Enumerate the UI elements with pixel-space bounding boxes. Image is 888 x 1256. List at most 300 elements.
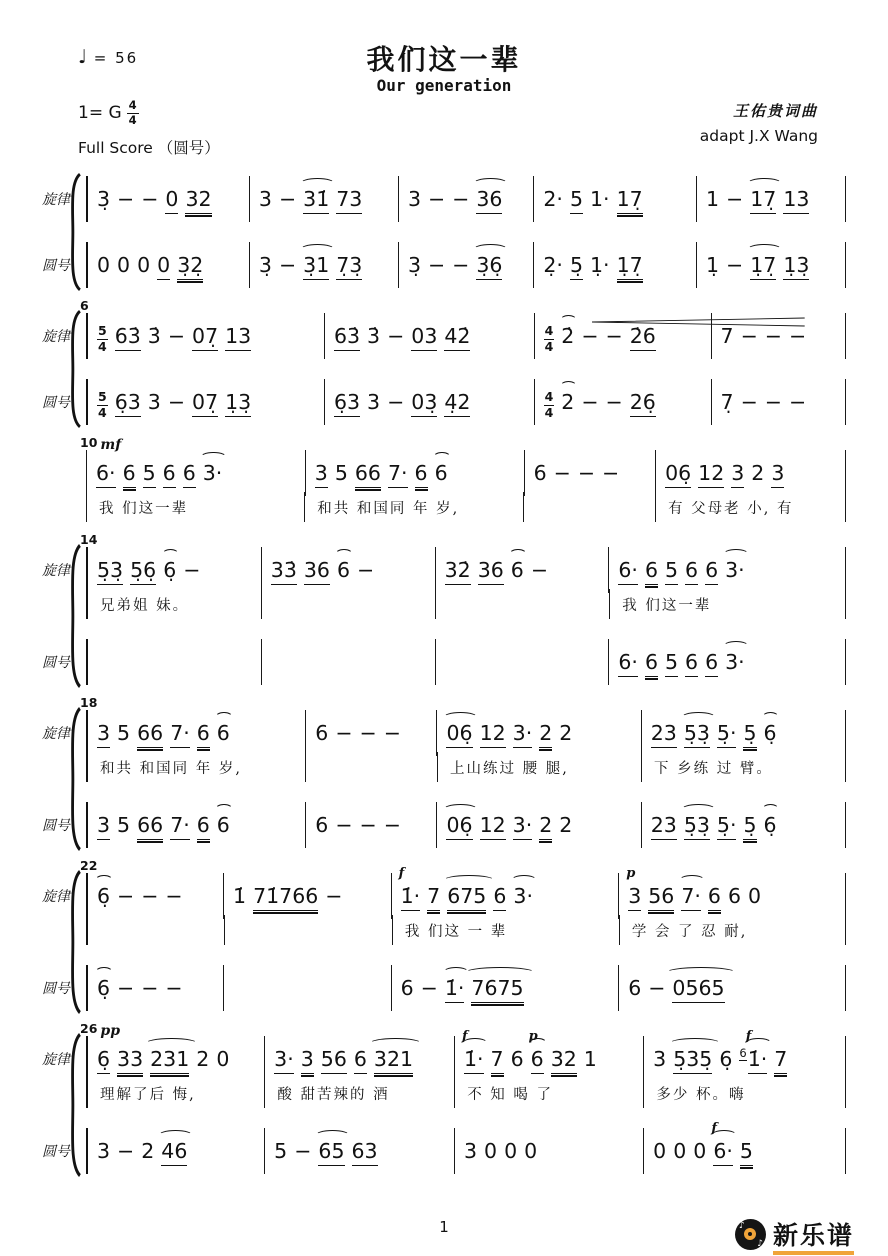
note-token: 6 [336, 558, 351, 582]
note-token: − [577, 461, 596, 485]
note-token: 7̣ [720, 390, 734, 414]
measure [325, 379, 535, 425]
measure [250, 176, 399, 222]
lyric-text: 有 父母老 小, 有 [668, 500, 794, 517]
note-token: 6 [708, 885, 721, 911]
measure [619, 965, 846, 1011]
note-token: 5 [143, 462, 156, 488]
note-token: 5̣· [717, 814, 737, 840]
composer-credit: 王佑贵词曲 [732, 102, 818, 120]
note-token: 17̣ [750, 188, 776, 214]
note-token: 5 [740, 1140, 753, 1166]
note-token: 6 [123, 462, 136, 488]
note-token: 6 [315, 721, 329, 745]
note-token: − [726, 187, 744, 211]
note-token: 3 [771, 462, 784, 488]
note-token: 7· [681, 885, 701, 911]
lyric-cell [620, 915, 846, 945]
measure [712, 379, 846, 425]
note-token: 3̣1 [303, 254, 329, 280]
note-token: 1̇· f [748, 1048, 768, 1074]
time-signature: 4 4 [544, 389, 554, 420]
melody-line [28, 547, 846, 593]
note-token: − [740, 324, 758, 348]
score-system [28, 856, 846, 1011]
note-token: 36 [304, 559, 330, 585]
lyric-cell [436, 589, 610, 619]
system-grid [28, 313, 846, 425]
measure [455, 1128, 644, 1174]
horn-line [28, 802, 846, 848]
note-token: 1̇· f [401, 885, 421, 911]
note-token: 33 [117, 1048, 143, 1074]
measure [656, 450, 846, 496]
note-token: 5̣ [743, 722, 756, 748]
horn-line [28, 965, 846, 1011]
note-token: 23 [651, 722, 677, 748]
measure [86, 242, 250, 288]
note-token: 6· [618, 651, 638, 677]
note-token: 7 [720, 324, 734, 348]
score-system [28, 1019, 846, 1174]
note-token: 7̣3̣ [336, 254, 362, 280]
note-token: 6· [96, 462, 116, 488]
note-token: 0 [524, 1139, 538, 1163]
note-token: 32 [551, 1048, 577, 1074]
note-token: 03̣ [411, 391, 437, 417]
note-token: 6̣ [763, 721, 777, 745]
lyric-cell [86, 589, 262, 619]
note-token: 5 [117, 813, 131, 837]
time-signature: $\frac{4}{4}$ [128, 98, 137, 127]
system-grid [28, 450, 846, 522]
measure [224, 873, 392, 919]
note-token: 675 [447, 885, 486, 911]
measure [325, 313, 535, 359]
note-token: 3 [463, 1139, 478, 1163]
note-token: 36 [478, 559, 504, 585]
lyric-text: 和共 和国同 年 岁, [317, 500, 460, 517]
measure [437, 802, 641, 848]
time-signature: 5 4 [98, 323, 107, 354]
note-token: − [788, 390, 807, 414]
note-token: 321 [374, 1048, 413, 1074]
measure [86, 1128, 265, 1174]
measure [86, 450, 306, 496]
score-system [28, 693, 846, 848]
note-token: 42̇ [444, 325, 470, 351]
note-token: 71̇766 [253, 885, 318, 911]
horn-line [28, 639, 846, 685]
note-token: 6̣ [97, 1048, 110, 1074]
note-token: 3 [97, 722, 110, 748]
note-token: 1̣7̣ [617, 254, 643, 280]
note-token: 6 [628, 976, 642, 1000]
lyric-text: 我 们这 一 辈 [404, 923, 508, 940]
note-token: 1̣3̣ [783, 254, 809, 280]
staff-label: 旋律 [42, 563, 70, 579]
lyrics-line [28, 589, 846, 619]
note-token: − [117, 884, 135, 908]
measure [250, 242, 399, 288]
note-token: − [788, 324, 807, 348]
note-token: 2̣· [543, 253, 563, 277]
measure [455, 1029, 644, 1082]
arranger-credit: adapt J.X Wang [699, 127, 818, 145]
measure-number: 26 [80, 1021, 98, 1036]
note-token: 6̣ [97, 884, 111, 908]
note-token: 6 [739, 1046, 747, 1060]
note-token: 2 [539, 722, 552, 748]
lyric-cell [265, 1078, 455, 1108]
note-token: 6 [510, 1047, 524, 1071]
lyrics-line [28, 752, 846, 782]
note-token: 6 [354, 1048, 367, 1074]
note-token: 6̣ [763, 813, 777, 837]
note-token: 5̣3̣ [97, 559, 123, 585]
note-token: 63̇ [115, 325, 141, 351]
note-token: 3 [407, 187, 421, 211]
note-token: 6̣3 [334, 391, 360, 417]
staff-label: 旋律 [42, 192, 70, 208]
note-token: 6 [685, 651, 698, 677]
note-token: − [141, 187, 159, 211]
measure [86, 379, 325, 425]
note-token: 2· [543, 187, 563, 211]
system-bracket [68, 870, 81, 1014]
note-token: 1̇· f [464, 1048, 484, 1074]
note-token: 6· f [713, 1140, 733, 1166]
note-token: 5̣35̣ [673, 1048, 712, 1074]
note-token: 1̣3̣ [225, 391, 251, 417]
note-token: − [357, 558, 375, 582]
lyric-cell [305, 492, 523, 522]
note-token: 1̣· [590, 253, 610, 277]
tempo-value: = 56 [93, 49, 139, 67]
measure [86, 313, 325, 359]
note-token: 5̣6̣ [130, 559, 156, 585]
note-token: 07̣ [192, 325, 218, 351]
note-token: 6 [216, 813, 230, 837]
measure [392, 965, 620, 1011]
note-token: 2 [196, 1047, 210, 1071]
note-token: 36 [476, 188, 502, 214]
staff-label: 旋律 [42, 1052, 70, 1068]
measure [525, 450, 656, 496]
note-token: − [427, 187, 446, 211]
dynamic-mark: p [626, 866, 636, 881]
note-token: 0 [653, 1139, 667, 1163]
note-token: 66 [137, 722, 163, 748]
note-token: 3 [97, 1139, 111, 1163]
note-token: 7· [388, 462, 408, 488]
note-token: 2 [141, 1139, 155, 1163]
dynamic-mark: p [528, 1029, 538, 1044]
note-token: − [335, 721, 353, 745]
lyric-cell [438, 752, 642, 782]
note-token: 26̣ [630, 391, 656, 417]
lyric-cell [524, 492, 656, 522]
note-token: 06̣ [446, 722, 472, 748]
note-token: 12 [698, 462, 724, 488]
note-token: 1· [590, 187, 610, 211]
note-token: 3· [202, 461, 223, 485]
lyrics-line [28, 915, 846, 945]
note-token: 3 [367, 390, 381, 414]
note-token: − [141, 884, 159, 908]
note-token: 1 [705, 187, 720, 211]
measure-number: 6 [80, 298, 89, 313]
staff-label: 旋律 [42, 329, 70, 345]
note-token: − [726, 253, 744, 277]
credits [700, 100, 818, 145]
lyric-cell [306, 752, 438, 782]
measure [306, 450, 525, 496]
note-token: 6 [493, 885, 506, 911]
note-token: − [420, 976, 438, 1000]
note-token: 2̇6 [630, 325, 656, 351]
note-token: 5̣ [570, 254, 583, 280]
page-subtitle: Our generation [376, 76, 512, 95]
note-token: − [605, 390, 623, 414]
note-token: 12 [480, 814, 506, 840]
system-grid [28, 547, 846, 685]
note-token: 0 [137, 253, 151, 277]
lyric-text: 我 们这一辈 [622, 597, 712, 614]
measure [697, 176, 846, 222]
note-token: 7 [491, 1048, 504, 1074]
note-token: 6 [434, 461, 448, 485]
note-token: 3· [513, 884, 533, 908]
staff-label: 圆号 [42, 818, 70, 834]
staff-label: 圆号 [42, 655, 70, 671]
key-signature [78, 100, 139, 126]
lyric-cell [262, 589, 436, 619]
note-token: 6̣ [163, 558, 177, 582]
note-token: 1̣ [705, 253, 720, 277]
note-token: 03 [411, 325, 437, 351]
page-number: 1 [439, 1218, 449, 1236]
note-token: 1̇ [233, 884, 247, 908]
note-token: − [764, 324, 782, 348]
note-token: 6· [618, 559, 638, 585]
note-token: 0 [673, 1139, 687, 1163]
note-token: − [581, 324, 599, 348]
time-signature: 5 4 [98, 389, 107, 420]
note-token: 4̣2 [444, 391, 470, 417]
note-token: 6 [533, 461, 547, 485]
measure [609, 639, 846, 685]
system-heading [80, 433, 846, 453]
note-token: 6 p [531, 1048, 544, 1074]
melody-line [28, 450, 846, 496]
system-bracket [68, 544, 81, 688]
note-token: 5 [665, 651, 678, 677]
measure [697, 242, 846, 288]
lyric-text: 学 会 了 忍 耐, [631, 923, 748, 940]
note-token: − [602, 461, 620, 485]
staff-label: 旋律 [42, 726, 70, 742]
note-token: 6 [197, 722, 210, 748]
note-token: − [427, 253, 446, 277]
note-token: 56 [321, 1048, 347, 1074]
measure [609, 547, 846, 593]
note-token: − [581, 390, 599, 414]
score-body [0, 176, 888, 1174]
system-heading [80, 693, 846, 710]
note-token: 0565 [672, 977, 724, 1003]
system-bracket [68, 173, 81, 291]
note-token: 5̣ [743, 814, 756, 840]
note-token: 3 [301, 1048, 314, 1074]
staff-label: 圆号 [42, 395, 70, 411]
measure [399, 176, 534, 222]
note-token: 23 [651, 814, 677, 840]
note-token: 32 [185, 188, 211, 214]
note-token: − [648, 976, 666, 1000]
measure [436, 639, 610, 685]
note-token: 6 [645, 559, 658, 585]
note-token: 1̣7̣ [750, 254, 776, 280]
note-token: 5 [334, 461, 348, 485]
measure [262, 639, 436, 685]
staff-label: 圆号 [42, 258, 70, 274]
dynamic-mark: mf [100, 437, 122, 453]
note-token: 3 [731, 462, 744, 488]
note-token: 6 [705, 651, 718, 677]
note-token: − [117, 187, 135, 211]
note-token: 6 [197, 814, 210, 840]
note-token: 66 [355, 462, 381, 488]
note-token: 6̣3 [115, 391, 141, 417]
note-token: 0 [216, 1047, 230, 1071]
lyric-text: 下 乡练 过 臂。 [654, 760, 773, 777]
system-grid [28, 710, 846, 848]
score-system [28, 530, 846, 685]
score-type-label: Full Score （圆号） [78, 139, 220, 157]
note-token: 2 [539, 814, 552, 840]
lyrics-line [28, 492, 846, 522]
note-token: 5 [274, 1139, 288, 1163]
measure [86, 176, 250, 222]
note-token: 2 [561, 390, 575, 414]
measure [392, 866, 620, 919]
note-token: − [359, 721, 377, 745]
note-token: 231 [150, 1048, 189, 1074]
note-token: 7· [170, 814, 190, 840]
note-token: 3̣ [407, 253, 421, 277]
score-header [0, 0, 888, 176]
dynamic-mark: pp [100, 1023, 120, 1039]
melody-line [28, 176, 846, 222]
staff-label: 圆号 [42, 981, 70, 997]
note-token: − [117, 1139, 135, 1163]
note-token: − [383, 813, 401, 837]
system-bracket [68, 707, 81, 851]
note-token: 3̣ [258, 253, 272, 277]
brand-name: 新乐谱 [772, 1221, 854, 1250]
measure [86, 802, 306, 848]
note-token: 7 [427, 885, 440, 911]
lyric-text: 不 知 喝 了 [467, 1086, 554, 1103]
horn-line [28, 379, 846, 425]
note-token: 07̣ [192, 391, 218, 417]
system-grid [28, 866, 846, 1011]
note-token: 6 [705, 559, 718, 585]
lyric-cell [86, 1078, 265, 1108]
note-token: 6 [415, 462, 428, 488]
note-token: − [387, 324, 405, 348]
note-token: − [141, 976, 159, 1000]
note-token: 6 [216, 721, 230, 745]
system-bracket [68, 310, 81, 428]
note-token: 3 [147, 390, 161, 414]
note-token: 0 [504, 1139, 518, 1163]
measure [436, 547, 610, 593]
vinyl-record-icon: ♪ ♪ [735, 1219, 766, 1250]
note-token: − [278, 187, 297, 211]
lyric-text: 酸 甜苦辣的 酒 [277, 1086, 390, 1103]
lyric-text: 多少 杯。嗨 [656, 1086, 746, 1103]
dynamic-mark: f [398, 866, 405, 881]
note-token: 0 [117, 253, 131, 277]
lyric-cell [86, 915, 225, 945]
lyric-text: 我 们这一辈 [99, 500, 189, 517]
note-token: − [117, 976, 135, 1000]
note-token: 2 [559, 721, 573, 745]
note-token: 5̣· [717, 722, 737, 748]
note-token: 12 [480, 722, 506, 748]
measure-number: 14 [80, 532, 98, 547]
measure [437, 710, 641, 756]
note-token: 13 [783, 188, 809, 214]
note-token: 32̇ [445, 559, 471, 585]
note-token: 13 [225, 325, 251, 351]
note-token: 7 [774, 1048, 787, 1074]
page-title: 我们这一辈 [366, 43, 522, 76]
note-token: − [740, 390, 758, 414]
note-token: 0 [165, 188, 178, 214]
note-token: − [764, 390, 782, 414]
crescendo-hairpin [592, 312, 805, 322]
note-token: − [335, 813, 353, 837]
note-token: 6̣ [97, 976, 111, 1000]
key-text: 1= G [78, 103, 122, 123]
system-heading [80, 296, 846, 313]
note-token: − [165, 884, 183, 908]
score-system [28, 433, 846, 522]
note-token: 7· [170, 722, 190, 748]
note-token: − [359, 813, 377, 837]
note-token: 3· [725, 558, 745, 582]
melody-line [28, 710, 846, 756]
note-token: − [553, 461, 571, 485]
note-token: 46 [161, 1140, 187, 1166]
note-token: 31̇ [303, 188, 329, 214]
lyric-cell [455, 1078, 644, 1108]
measure [534, 176, 697, 222]
note-token: − [383, 721, 401, 745]
note-token: 3· [513, 722, 533, 748]
lyric-cell [86, 752, 306, 782]
horn-line [28, 242, 846, 288]
note-token: 63̇ [334, 325, 360, 351]
lyrics-line [28, 1078, 846, 1108]
measure-number: 22 [80, 858, 98, 873]
note-token: − [325, 884, 343, 908]
measure [534, 242, 697, 288]
melody-line [28, 866, 846, 919]
